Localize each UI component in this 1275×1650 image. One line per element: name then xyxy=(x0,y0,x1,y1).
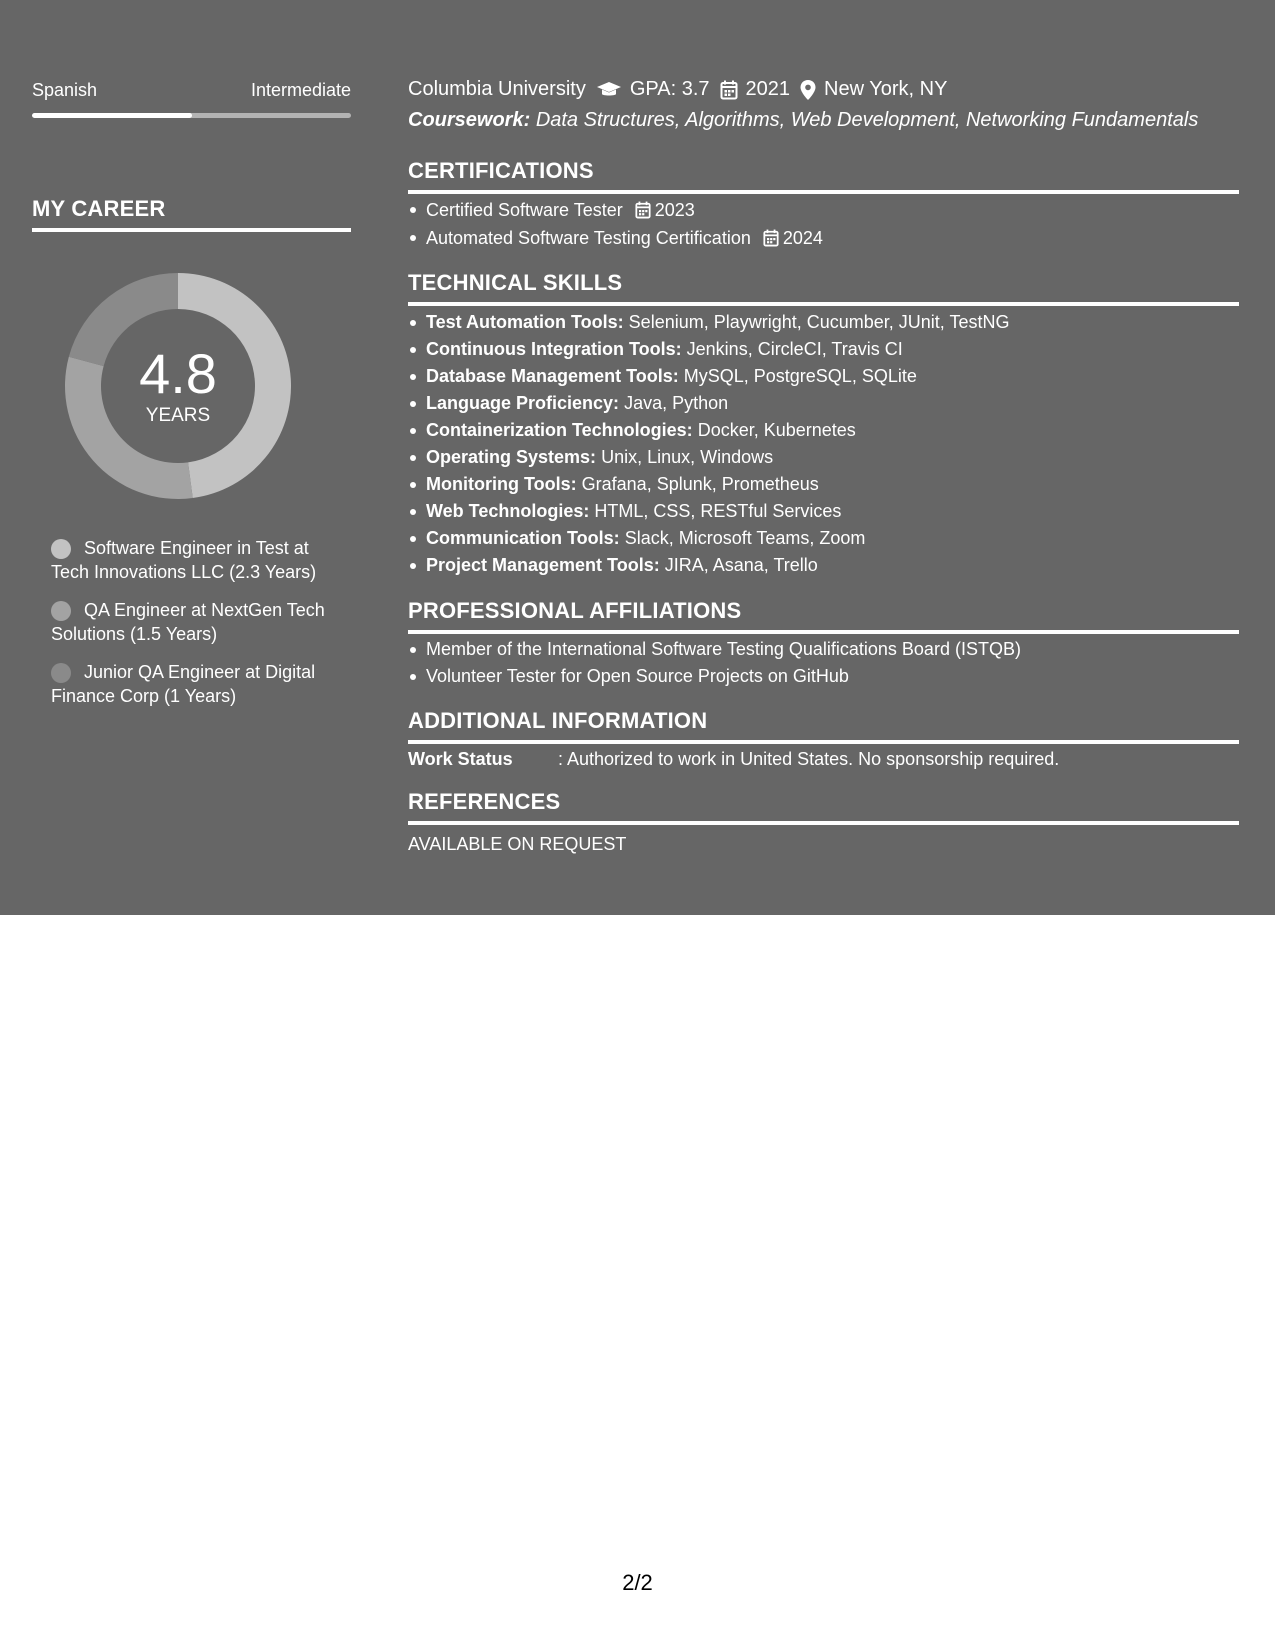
skill-item xyxy=(426,417,1009,444)
skill-value: Java, Python xyxy=(624,393,729,413)
skill-label: Web Technologies: xyxy=(426,501,590,521)
skill-label: Communication Tools: xyxy=(426,528,620,548)
skill-label: Language Proficiency: xyxy=(426,393,620,413)
calendar-icon xyxy=(635,201,651,219)
career-legend-item xyxy=(51,536,341,584)
certification-item xyxy=(426,224,823,252)
certification-item xyxy=(426,196,823,224)
skill-value: Jenkins, CircleCI, Travis CI xyxy=(686,339,903,359)
career-donut-chart xyxy=(65,273,291,499)
skill-label: Monitoring Tools: xyxy=(426,474,577,494)
work-status-row xyxy=(408,749,1059,770)
skill-item xyxy=(426,552,1009,579)
skill-label: Operating Systems: xyxy=(426,447,597,467)
donut-segment xyxy=(69,273,178,366)
affiliation-item: Member of the International Software Testing Qualifications Board (ISTQB) xyxy=(426,636,1021,663)
coursework-line xyxy=(408,109,1198,132)
skill-value: Unix, Linux, Windows xyxy=(601,447,774,467)
language-level: Intermediate xyxy=(250,80,351,100)
certification-year: 2023 xyxy=(654,200,695,220)
career-legend-label: Junior QA Engineer at Digital Finance Corp (1 Years) xyxy=(51,662,316,706)
career-legend-item xyxy=(51,660,341,708)
education-line xyxy=(408,78,947,101)
graduation-year: 2021 xyxy=(745,78,791,100)
career-legend xyxy=(51,536,341,722)
education-location: New York, NY xyxy=(824,78,948,100)
skill-value: Grafana, Splunk, Prometheus xyxy=(581,474,819,494)
skill-label: Containerization Technologies: xyxy=(426,420,693,440)
certification-name: Automated Software Testing Certification xyxy=(426,228,751,248)
career-section-title: MY CAREER xyxy=(32,196,351,232)
skill-item xyxy=(426,390,1009,417)
certification-name: Certified Software Tester xyxy=(426,200,623,220)
skill-label: Continuous Integration Tools: xyxy=(426,339,682,359)
school-name: Columbia University xyxy=(408,78,586,100)
affiliation-item: Volunteer Tester for Open Source Projects on GitHub xyxy=(426,663,1021,690)
gpa: GPA: 3.7 xyxy=(629,78,710,100)
skill-label: Database Management Tools: xyxy=(426,366,679,386)
map-pin-icon xyxy=(800,80,816,100)
page-number: 2/2 xyxy=(622,1570,653,1595)
skill-item xyxy=(426,363,1009,390)
coursework-text: Data Structures, Algorithms, Web Development, Networking Fundamentals xyxy=(535,109,1199,131)
language-proficiency-bar xyxy=(32,113,351,118)
work-status-value: : Authorized to work in United States. No sponsorship required. xyxy=(558,749,1060,769)
skill-label: Project Management Tools: xyxy=(426,555,660,575)
career-legend-item xyxy=(51,598,341,646)
technical-skills-title: TECHNICAL SKILLS xyxy=(408,270,1239,306)
skill-item xyxy=(426,498,1009,525)
calendar-icon xyxy=(763,229,779,247)
skill-value: Slack, Microsoft Teams, Zoom xyxy=(624,528,866,548)
affiliations-block xyxy=(408,636,1021,690)
legend-dot-icon xyxy=(51,601,71,621)
skill-item xyxy=(426,471,1009,498)
skill-item xyxy=(426,444,1009,471)
calendar-icon xyxy=(720,80,738,100)
technical-skills-list xyxy=(408,309,1009,579)
donut-segment xyxy=(178,273,291,498)
language-row xyxy=(32,80,351,106)
language-proficiency-fill xyxy=(32,113,192,118)
work-status-label: Work Status xyxy=(408,749,513,769)
graduation-cap-icon xyxy=(596,81,622,99)
skill-item xyxy=(426,525,1009,552)
skill-value: HTML, CSS, RESTful Services xyxy=(594,501,842,521)
affiliations-list xyxy=(408,636,1021,690)
career-total-value: 4.8 xyxy=(139,342,217,405)
career-legend-label: Software Engineer in Test at Tech Innovations LLC (2.3 Years) xyxy=(51,538,317,582)
additional-info-title: ADDITIONAL INFORMATION xyxy=(408,708,1239,744)
legend-dot-icon xyxy=(51,663,71,683)
skill-value: Selenium, Playwright, Cucumber, JUnit, TestNG xyxy=(628,312,1010,332)
certification-year: 2024 xyxy=(782,228,823,248)
language-name: Spanish xyxy=(32,80,98,100)
career-legend-label: QA Engineer at NextGen Tech Solutions (1.5 Years) xyxy=(51,600,325,644)
skill-value: Docker, Kubernetes xyxy=(697,420,856,440)
career-total-unit: YEARS xyxy=(145,405,211,426)
certifications-list xyxy=(408,196,823,252)
coursework-label: Coursework: xyxy=(408,109,531,131)
donut-segment xyxy=(65,357,193,499)
skill-value: JIRA, Asana, Trello xyxy=(664,555,818,575)
affiliations-title: PROFESSIONAL AFFILIATIONS xyxy=(408,598,1239,634)
references-text: AVAILABLE ON REQUEST xyxy=(408,834,627,854)
certifications-title: CERTIFICATIONS xyxy=(408,158,1239,194)
skill-item xyxy=(426,336,1009,363)
legend-dot-icon xyxy=(51,539,71,559)
references-title: REFERENCES xyxy=(408,789,1239,825)
skill-label: Test Automation Tools: xyxy=(426,312,624,332)
skill-value: MySQL, PostgreSQL, SQLite xyxy=(683,366,917,386)
skill-item xyxy=(426,309,1009,336)
